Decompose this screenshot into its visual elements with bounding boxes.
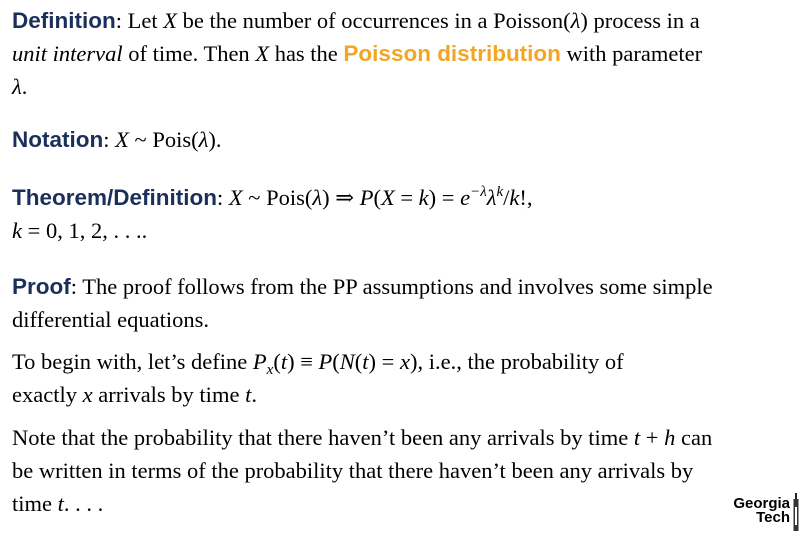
math-k: k (509, 185, 520, 210)
math-t: t (362, 349, 369, 374)
factorial-comma: !, (519, 185, 533, 210)
math-n: N (339, 349, 355, 374)
math-t: t (57, 491, 64, 516)
subscript-x: x (266, 362, 274, 378)
plus-symbol: + (640, 425, 665, 450)
notation-paragraph (12, 123, 221, 156)
math-lambda: λ (312, 185, 323, 210)
note-line1-b: can (675, 425, 713, 450)
definition-label: Definition (12, 8, 116, 33)
math-e: e (460, 185, 471, 210)
definition-text-3: ) process in a (580, 8, 700, 33)
definition-text-5: has the (269, 41, 344, 66)
equiv-symbol: ) ≡ (287, 349, 319, 374)
exponent-k: k (496, 184, 504, 200)
k-values: = 0, 1, 2, . . .. (22, 218, 148, 243)
pois-text: Pois( (266, 185, 313, 210)
theorem-label: Theorem/Definition (12, 185, 218, 210)
paren-open: ( (373, 185, 381, 210)
proof-text-1: : The proof follows from the PP assumptions and involves some simple (70, 274, 713, 299)
math-x: x (82, 382, 93, 407)
math-lambda: λ (198, 127, 209, 152)
definition-text-6: with parameter (560, 41, 703, 66)
paren-open: ( (354, 349, 363, 374)
math-x: X (228, 185, 243, 210)
note-paragraph (12, 421, 712, 520)
sim-symbol: ~ (128, 127, 153, 152)
math-k: k (12, 218, 22, 243)
notation-label: Notation (12, 127, 104, 152)
definition-text-7: . (21, 74, 28, 99)
math-t: t (280, 349, 288, 374)
implies-symbol: ) ⇒ (322, 185, 360, 210)
equals: = (394, 185, 419, 210)
unit-interval-text: unit interval (12, 41, 123, 66)
math-x: X (380, 185, 395, 210)
math-x: x (399, 349, 410, 374)
begin-text-1: To begin with, let’s define (12, 349, 253, 374)
slash: / (503, 185, 510, 210)
math-p: P (318, 349, 333, 374)
note-line3-b: . . . . (63, 491, 104, 516)
math-k: k (418, 185, 429, 210)
poisson-distribution-highlight: Poisson distribution (343, 41, 561, 66)
tech-tower-icon (792, 493, 801, 531)
begin-text-3: ), i.e., the probability of (409, 349, 624, 374)
exponent-neg-lambda: −λ (470, 184, 487, 200)
note-line3-a: time (12, 491, 58, 516)
georgia-tech-logo (722, 493, 802, 533)
definition-text-4: of time. Then (122, 41, 256, 66)
begin-line2-c: . (251, 382, 257, 407)
begin-paragraph (12, 345, 624, 411)
math-t: t (633, 425, 641, 450)
math-t: t (245, 382, 252, 407)
pois-text: Pois( (152, 127, 199, 152)
definition-text-1: : Let (115, 8, 164, 33)
theorem-paragraph (12, 181, 533, 247)
paren-open: ( (332, 349, 340, 374)
begin-line2-b: arrivals by time (92, 382, 246, 407)
equals: ) = (368, 349, 400, 374)
begin-line2-a: exactly (12, 382, 83, 407)
note-line2: be written in terms of the probability that there haven’t been any arrivals by (12, 458, 694, 483)
notation-text-1: : (103, 127, 116, 152)
definition-text-2: be the number of occurrences in a Poisson( (176, 8, 571, 33)
proof-label: Proof (12, 274, 71, 299)
paren-open: ( (273, 349, 281, 374)
math-x: X (163, 8, 177, 33)
math-lambda: λ (570, 8, 581, 33)
definition-paragraph (12, 4, 702, 103)
logo-line-georgia: Georgia (733, 495, 790, 512)
math-p: P (359, 185, 374, 210)
math-x: X (255, 41, 270, 66)
paren-close-equals: ) = (428, 185, 461, 210)
sim-symbol: ~ (242, 185, 267, 210)
note-line1-a: Note that the probability that there haven’t been any arrivals by time (12, 425, 634, 450)
math-lambda: λ (486, 185, 497, 210)
math-h: h (664, 425, 676, 450)
proof-text-2: differential equations. (12, 307, 210, 332)
proof-paragraph (12, 270, 713, 336)
logo-line-tech: Tech (756, 509, 790, 526)
notation-close: ). (208, 127, 222, 152)
math-lambda: λ (12, 74, 22, 99)
math-x: X (115, 127, 129, 152)
theorem-text-1: : (217, 185, 229, 210)
math-p: P (252, 349, 267, 374)
